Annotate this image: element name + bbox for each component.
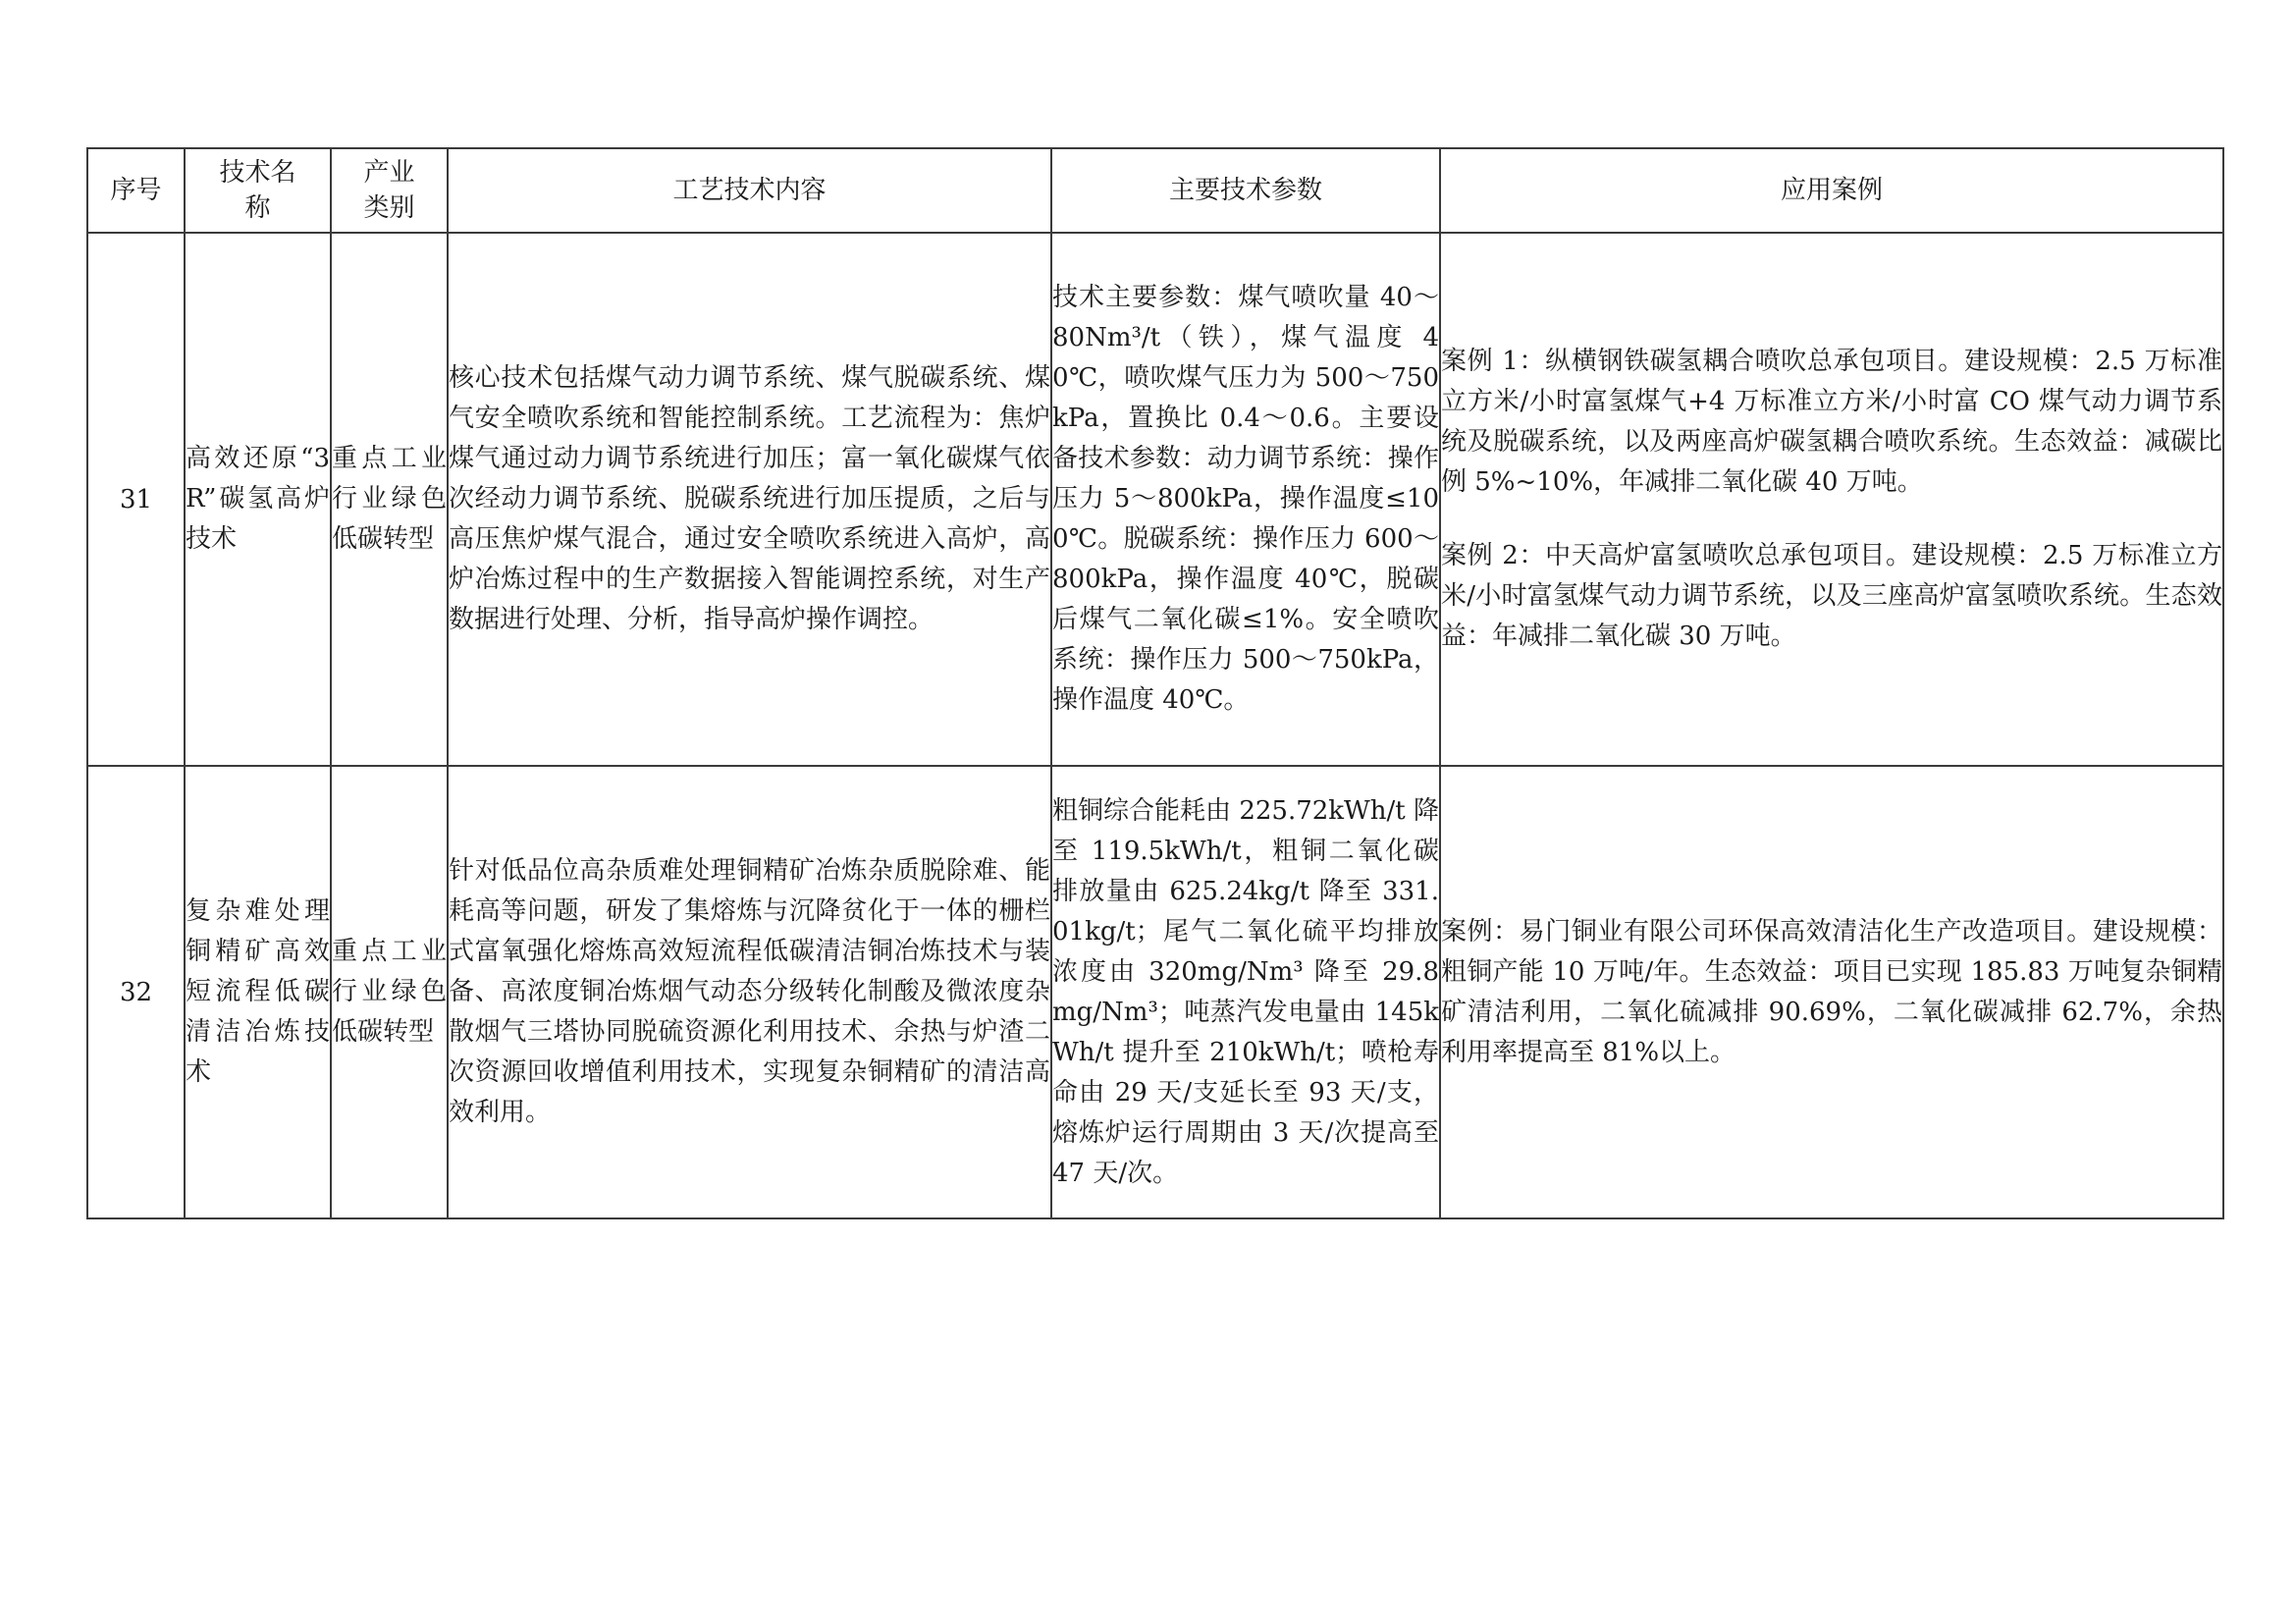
technology-table (86, 147, 2224, 1219)
tech-name: 复杂难处理铜精矿高效短流程低碳清洁冶炼技术 (185, 766, 331, 1218)
case-item: 案例 2：中天高炉富氢喷吹总承包项目。建设规模：2.5 万标准立方米/小时富氢煤气动力调节系统，以及三座高炉富氢喷吹系统。生态效益：年减排二氧化碳 30 万吨。 (1441, 541, 2222, 651)
process-content: 核心技术包括煤气动力调节系统、煤气脱碳系统、煤气安全喷吹系统和智能控制系统。工艺流程为：焦炉煤气通过动力调节系统进行加压；富一氧化碳煤气依次经动力调节系统、脱碳系统进行加压提质，之后与高压焦炉煤气混合，通过安全喷吹系统进入高炉，高炉冶炼过程中的生产数据接入智能调控系统，对生产数据进行处理、分析，指导高炉操作调控。 (448, 233, 1051, 766)
application-cases (1440, 766, 2223, 1218)
row-number: 32 (87, 766, 185, 1218)
header-main-params: 主要技术参数 (1051, 148, 1440, 233)
application-cases (1440, 233, 2223, 766)
industry-category: 重点工业行业绿色低碳转型 (331, 233, 448, 766)
header-process-content: 工艺技术内容 (448, 148, 1051, 233)
table-row (87, 233, 2223, 766)
main-params: 技术主要参数：煤气喷吹量 40～80Nm³/t（铁），煤气温度 40℃，喷吹煤气压力为 500～750kPa，置换比 0.4～0.6。主要设备技术参数：动力调节系统：操作压力 5～800kPa，操作温度≤100℃。脱碳系统：操作压力 600～800kPa，操作温度 40℃，脱碳后煤气二氧化碳≤1%。安全喷吹系统：操作压力 500～750kPa，操作温度 40℃。 (1051, 233, 1440, 766)
table-row (87, 766, 2223, 1218)
header-category: 产业类别 (331, 148, 448, 233)
tech-name: 高效还原“3R”碳氢高炉技术 (185, 233, 331, 766)
case-item: 案例 1：纵横钢铁碳氢耦合喷吹总承包项目。建设规模：2.5 万标准立方米/小时富氢煤气+4 万标准立方米/小时富 CO 煤气动力调节系统及脱碳系统，以及两座高炉碳氢耦合喷吹系统。生态效益：减碳比例 5%~10%，年减排二氧化碳 40 万吨。 (1441, 347, 2222, 497)
process-content: 针对低品位高杂质难处理铜精矿冶炼杂质脱除难、能耗高等问题，研发了集熔炼与沉降贫化于一体的栅栏式富氧强化熔炼高效短流程低碳清洁铜冶炼技术与装备、高浓度铜冶炼烟气动态分级转化制酸及微浓度杂散烟气三塔协同脱硫资源化利用技术、余热与炉渣二次资源回收增值利用技术，实现复杂铜精矿的清洁高效利用。 (448, 766, 1051, 1218)
header-tech-name: 技术名称 (185, 148, 331, 233)
main-params: 粗铜综合能耗由 225.72kWh/t 降至 119.5kWh/t，粗铜二氧化碳排放量由 625.24kg/t 降至 331.01kg/t；尾气二氧化硫平均排放浓度由 320mg/Nm³ 降至 29.8mg/Nm³；吨蒸汽发电量由 145kWh/t 提升至 210kWh/t；喷枪寿命由 29 天/支延长至 93 天/支，熔炼炉运行周期由 3 天/次提高至 47 天/次。 (1051, 766, 1440, 1218)
header-application-cases: 应用案例 (1440, 148, 2223, 233)
case-item: 案例：易门铜业有限公司环保高效清洁化生产改造项目。建设规模：粗铜产能 10 万吨/年。生态效益：项目已实现 185.83 万吨复杂铜精矿清洁利用，二氧化硫减排 90.69%，二氧化碳减排 62.7%，余热利用率提高至 81%以上。 (1441, 916, 2222, 1067)
row-number: 31 (87, 233, 185, 766)
table-header-row (87, 148, 2223, 233)
industry-category: 重点工业行业绿色低碳转型 (331, 766, 448, 1218)
header-no: 序号 (87, 148, 185, 233)
